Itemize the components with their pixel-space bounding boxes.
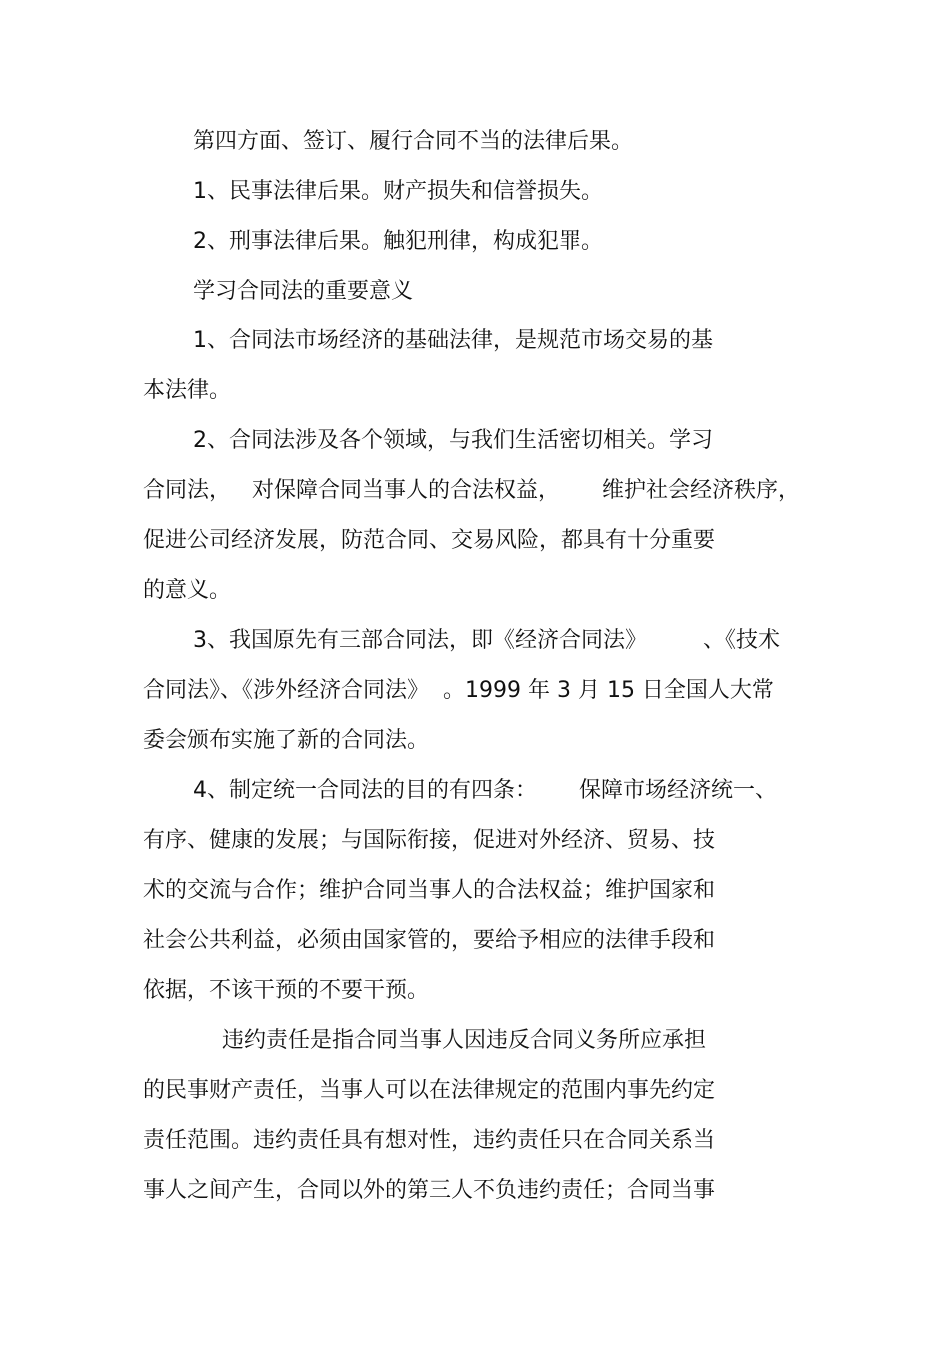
- paragraph-line: 依据，不该干预的不要干预。: [143, 978, 430, 1003]
- item-civil-consequence: 1、民事法律后果。财产损失和信誉损失。: [193, 179, 603, 204]
- paragraph-line: 4、制定统一合同法的目的有四条： 保障市场经济统一、: [193, 778, 777, 803]
- paragraph-line: 的意义。: [143, 578, 232, 603]
- paragraph-line: 事人之间产生，合同以外的第三人不负违约责任；合同当事: [143, 1178, 716, 1203]
- paragraph-line: 本法律。: [143, 378, 232, 403]
- paragraph-line: 社会公共利益，必须由国家管的，要给予相应的法律手段和: [143, 928, 716, 953]
- paragraph-line: 1、合同法市场经济的基础法律，是规范市场交易的基: [193, 328, 713, 353]
- paragraph-line: 合同法， 对保障合同当事人的合法权益， 维护社会经济秩序，: [143, 478, 800, 503]
- paragraph-line: 委会颁布实施了新的合同法。: [143, 728, 430, 753]
- paragraph-line: 责任范围。违约责任具有想对性，违约责任只在合同关系当: [143, 1128, 716, 1153]
- item-criminal-consequence: 2、刑事法律后果。触犯刑律，构成犯罪。: [193, 229, 603, 254]
- paragraph-line: 有序、健康的发展；与国际衔接，促进对外经济、贸易、技: [143, 828, 716, 853]
- paragraph-line: 3、我国原先有三部合同法，即《经济合同法》 、《技术: [193, 628, 780, 653]
- paragraph-line: 2、合同法涉及各个领域，与我们生活密切相关。学习: [193, 428, 713, 453]
- paragraph-line: 术的交流与合作；维护合同当事人的合法权益；维护国家和: [143, 878, 716, 903]
- paragraph-line: 合同法》、《涉外经济合同法》 。1999 年 3 月 15 日全国人大常: [143, 678, 774, 703]
- heading-aspect-four: 第四方面、签订、履行合同不当的法律后果。: [193, 129, 634, 154]
- paragraph-line: 的民事财产责任，当事人可以在法律规定的范围内事先约定: [143, 1078, 716, 1103]
- paragraph-line: 违约责任是指合同当事人因违反合同义务所应承担: [222, 1028, 707, 1053]
- heading-significance: 学习合同法的重要意义: [193, 279, 414, 304]
- paragraph-line: 促进公司经济发展，防范合同、交易风险，都具有十分重要: [143, 528, 716, 553]
